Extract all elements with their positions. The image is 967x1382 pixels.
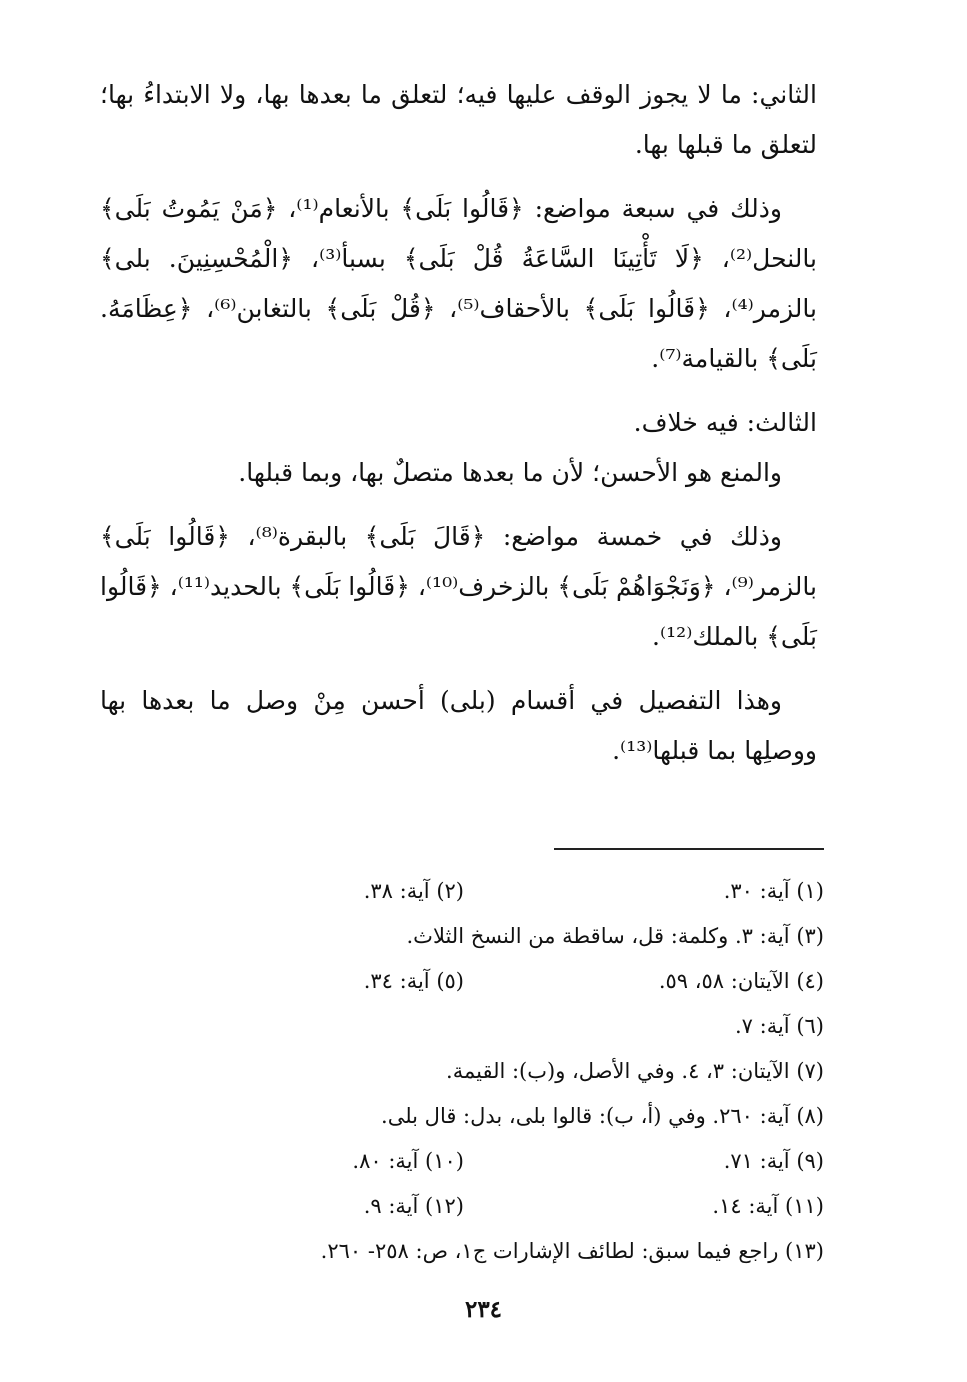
footnote-row: [104, 1093, 824, 1138]
paragraph-seven-places: وذلك في سبعة مواضع: ﴿قَالُوا بَلَى﴾ بالأنعام⁽¹⁾، ﴿مَنْ يَمُوتُ بَلَى﴾ بالنحل⁽²⁾، ﴿لَا تَأْتِينَا السَّاعَةُ قُلْ بَلَى﴾ بسبأ⁽³⁾، ﴿الْمُحْسِنِينَ. بلى﴾ بالزمر⁽⁴⁾، ﴿قَالُوا بَلَى﴾ بالأحقاف⁽⁵⁾، ﴿قُلْ بَلَى﴾ بالتغابن⁽⁶⁾، ﴿عِظَامَهُ. بَلَى﴾ بالقيامة⁽⁷⁾.: [100, 194, 817, 373]
footnote-row: [104, 913, 824, 958]
footnote-8: (٨) آية: ٢٦٠. وفي (أ، ب): قالوا بلى، بدل: قال بلى.: [381, 1103, 824, 1128]
footnote-12: (١٢) آية: ٩.: [363, 1193, 464, 1218]
page-number: ٢٣٤: [464, 1296, 503, 1323]
footnote-1: (١) آية: ٣٠.: [723, 878, 824, 903]
footnote-divider: [554, 848, 824, 850]
paragraph-third-category: الثالث: فيه خلاف.: [633, 408, 817, 437]
footnote-row: [104, 868, 824, 913]
footnote-row: [104, 1003, 824, 1048]
footnote-4: (٤) الآيتان: ٥٨، ٥٩.: [658, 968, 824, 993]
footnote-5: (٥) آية: ٣٤.: [363, 968, 464, 993]
paragraph-five-places: وذلك في خمسة مواضع: ﴿قَالَ بَلَى﴾ بالبقرة⁽⁸⁾، ﴿قَالُوا بَلَى﴾ بالزمر⁽⁹⁾، ﴿وَنَجْوَاهُمْ بَلَى﴾ بالزخرف⁽¹⁰⁾، ﴿قَالُوا بَلَى﴾ بالحديد⁽¹¹⁾، ﴿قَالُوا بَلَى﴾ بالملك⁽¹²⁾.: [100, 522, 817, 651]
footnote-11: (١١) آية: ١٤.: [712, 1193, 824, 1218]
footnote-10: (١٠) آية: ٨٠.: [352, 1148, 464, 1173]
paragraph-conclusion: وهذا التفصيل في أقسام (بلى) أحسن مِنْ وصل ما بعدها بها ووصلِها بما قبلها⁽¹³⁾.: [100, 686, 817, 765]
footnote-2: (٢) آية: ٣٨.: [363, 878, 464, 903]
main-text: [100, 70, 817, 776]
footnote-row: [104, 1048, 824, 1093]
footnote-13: (١٣) راجع فيما سبق: لطائف الإشارات ج١، ص: ٢٥٨- ٢٦٠.: [320, 1238, 824, 1263]
footnote-6: (٦) آية: ٧.: [734, 1013, 824, 1038]
paragraph-second-category: الثاني: ما لا يجوز الوقف عليها فيه؛ لتعلق ما بعدها بها، ولا الابتداءُ بها؛ لتعلق ما قبلها بها.: [100, 80, 817, 159]
footnote-row: [104, 1138, 824, 1183]
footnotes: [104, 868, 824, 1273]
footnote-row: [104, 958, 824, 1003]
footnote-7: (٧) الآيتان: ٣، ٤. وفي الأصل، و(ب): القيمة.: [446, 1058, 824, 1083]
paragraph-preference: والمنع هو الأحسن؛ لأن ما بعدها متصلٌ بها، وبما قبلها.: [238, 458, 782, 487]
footnote-9: (٩) آية: ٧١.: [723, 1148, 824, 1173]
footnote-3: (٣) آية: ٣. وكلمة: قل، ساقطة من النسخ الثلاث.: [406, 923, 824, 948]
footnote-row: [104, 1183, 824, 1228]
footnote-row: [104, 1228, 824, 1273]
